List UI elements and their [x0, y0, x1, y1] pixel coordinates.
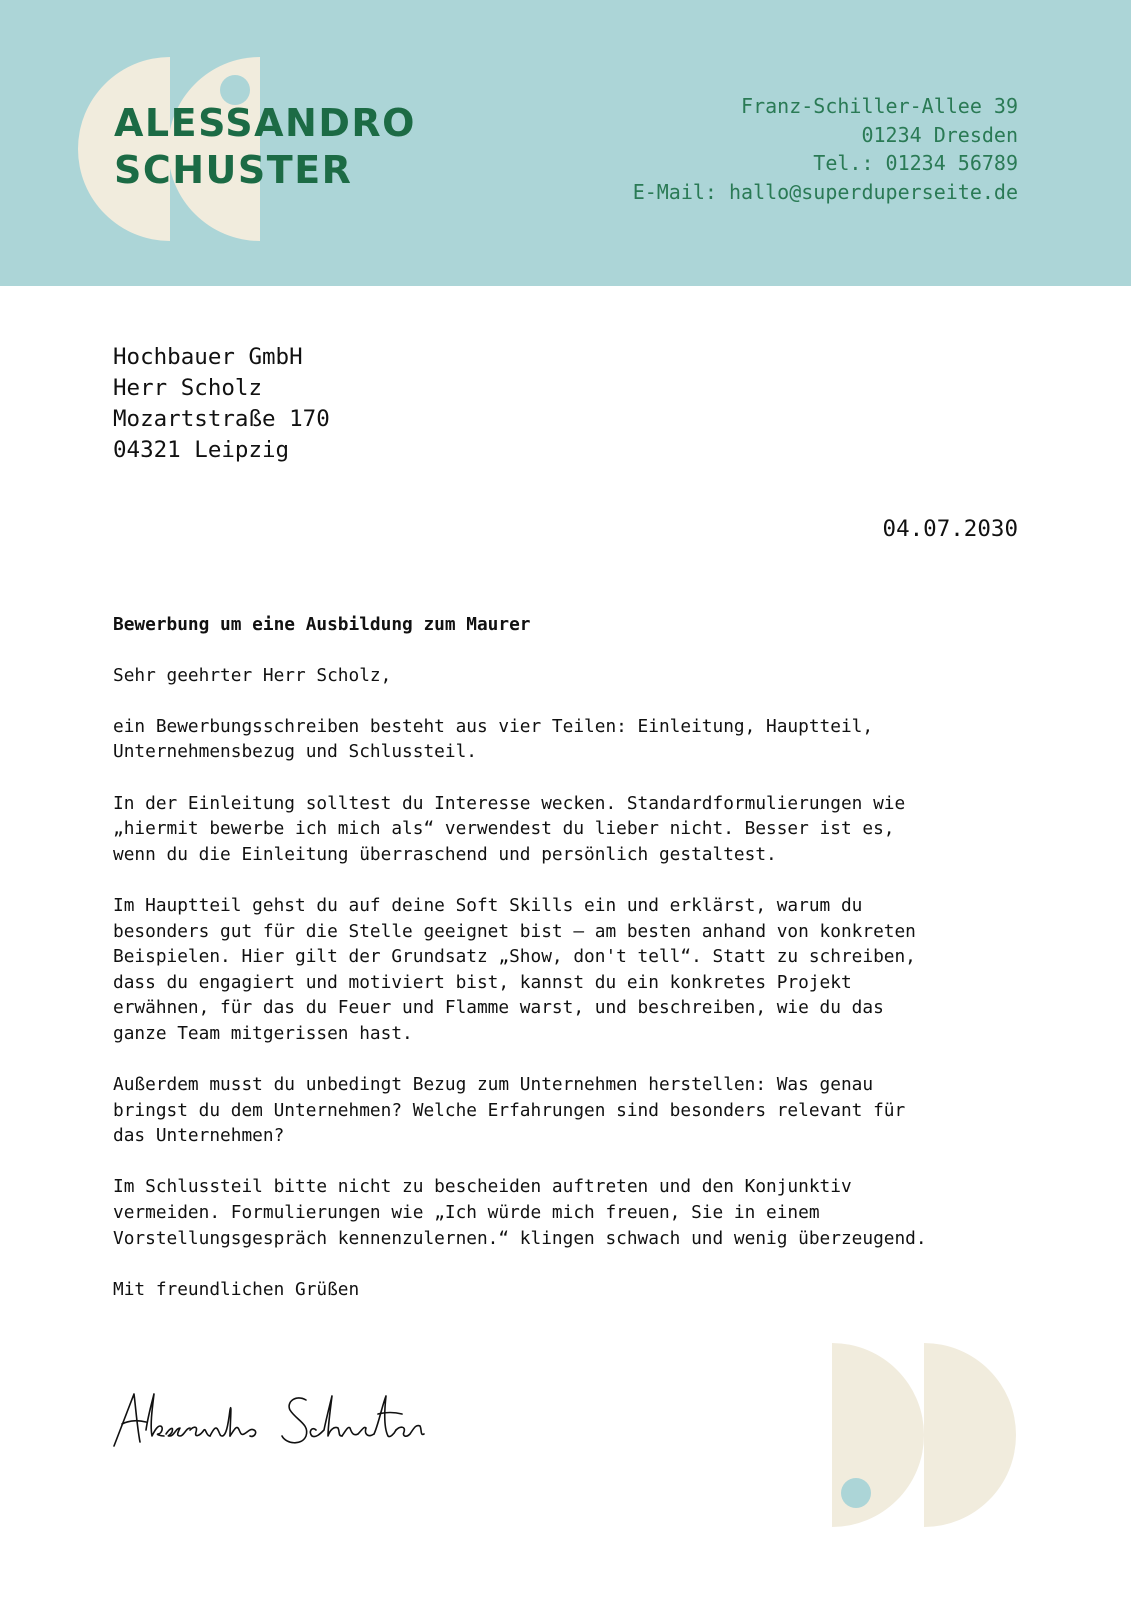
recipient-person: Herr Scholz — [113, 375, 263, 401]
letter-paragraph: Außerdem musst du unbedingt Bezug zum Unternehmen herstellen: Was genau bringst du dem Unternehmen? Welche Erfahrungen sind besonders relevant für das Unternehmen? — [113, 1074, 906, 1147]
brand-name — [114, 100, 416, 194]
half-circles-decoration-icon — [832, 1343, 1022, 1533]
handwritten-signature-icon — [110, 1380, 430, 1460]
recipient-street: Mozartstraße 170 — [113, 406, 330, 432]
letter-paragraph: Im Schlussteil bitte nicht zu bescheiden auftreten und den Konjunktiv vermeiden. Formulierungen wie „Ich würde mich freuen, Sie in einem Vorstellungsgespräch kennenzulernen.“ klingen schwach und wenig überzeugend. — [113, 1176, 927, 1249]
letter-date: 04.07.2030 — [882, 516, 1018, 542]
brand-name-line2: SCHUSTER — [114, 148, 353, 192]
letter-subject: Bewerbung um eine Ausbildung zum Maurer — [113, 614, 531, 635]
letter-salutation: Sehr geehrter Herr Scholz, — [113, 664, 392, 686]
sender-city: 01234 Dresden — [861, 122, 1018, 147]
letter-closing: Mit freundlichen Grüßen — [113, 1278, 360, 1300]
recipient-address — [113, 342, 330, 466]
letter-paragraph: Im Hauptteil gehst du auf deine Soft Skills ein und erklärst, warum du besonders gut für die Stelle geeignet bist – am besten anhand von konkreten Beispielen. Hier gilt der Grundsatz „Show, don't tell“. Statt zu schreiben, dass du engagiert und motiviert bist, kannst du ein konkretes Projekt erwähnen, für das du Feuer und Flamme warst, und beschreiben, wie du das ganze Team mitgerissen hast. — [113, 894, 916, 1044]
header-band — [0, 0, 1131, 286]
brand-name-line1: ALESSANDRO — [114, 101, 416, 145]
letter-paragraph: In der Einleitung solltest du Interesse wecken. Standardformulierungen wie „hiermit bewerbe ich mich als“ verwendest du lieber nicht. Besser ist es, wenn du die Einleitung überraschend und persönlich gestaltest. — [113, 792, 906, 865]
letter-body — [113, 612, 1013, 1328]
sender-phone: Tel.: 01234 56789 — [813, 151, 1018, 175]
sender-address — [633, 92, 1018, 206]
letter-paragraph: ein Bewerbungsschreiben besteht aus vier Teilen: Einleitung, Hauptteil, Unternehmensbezug und Schlussteil. — [113, 715, 874, 763]
sender-email: E-Mail: hallo@superduperseite.de — [632, 179, 1018, 204]
recipient-city: 04321 Leipzig — [113, 437, 290, 463]
sender-street: Franz-Schiller-Allee 39 — [741, 94, 1018, 118]
recipient-company: Hochbauer GmbH — [113, 344, 303, 370]
